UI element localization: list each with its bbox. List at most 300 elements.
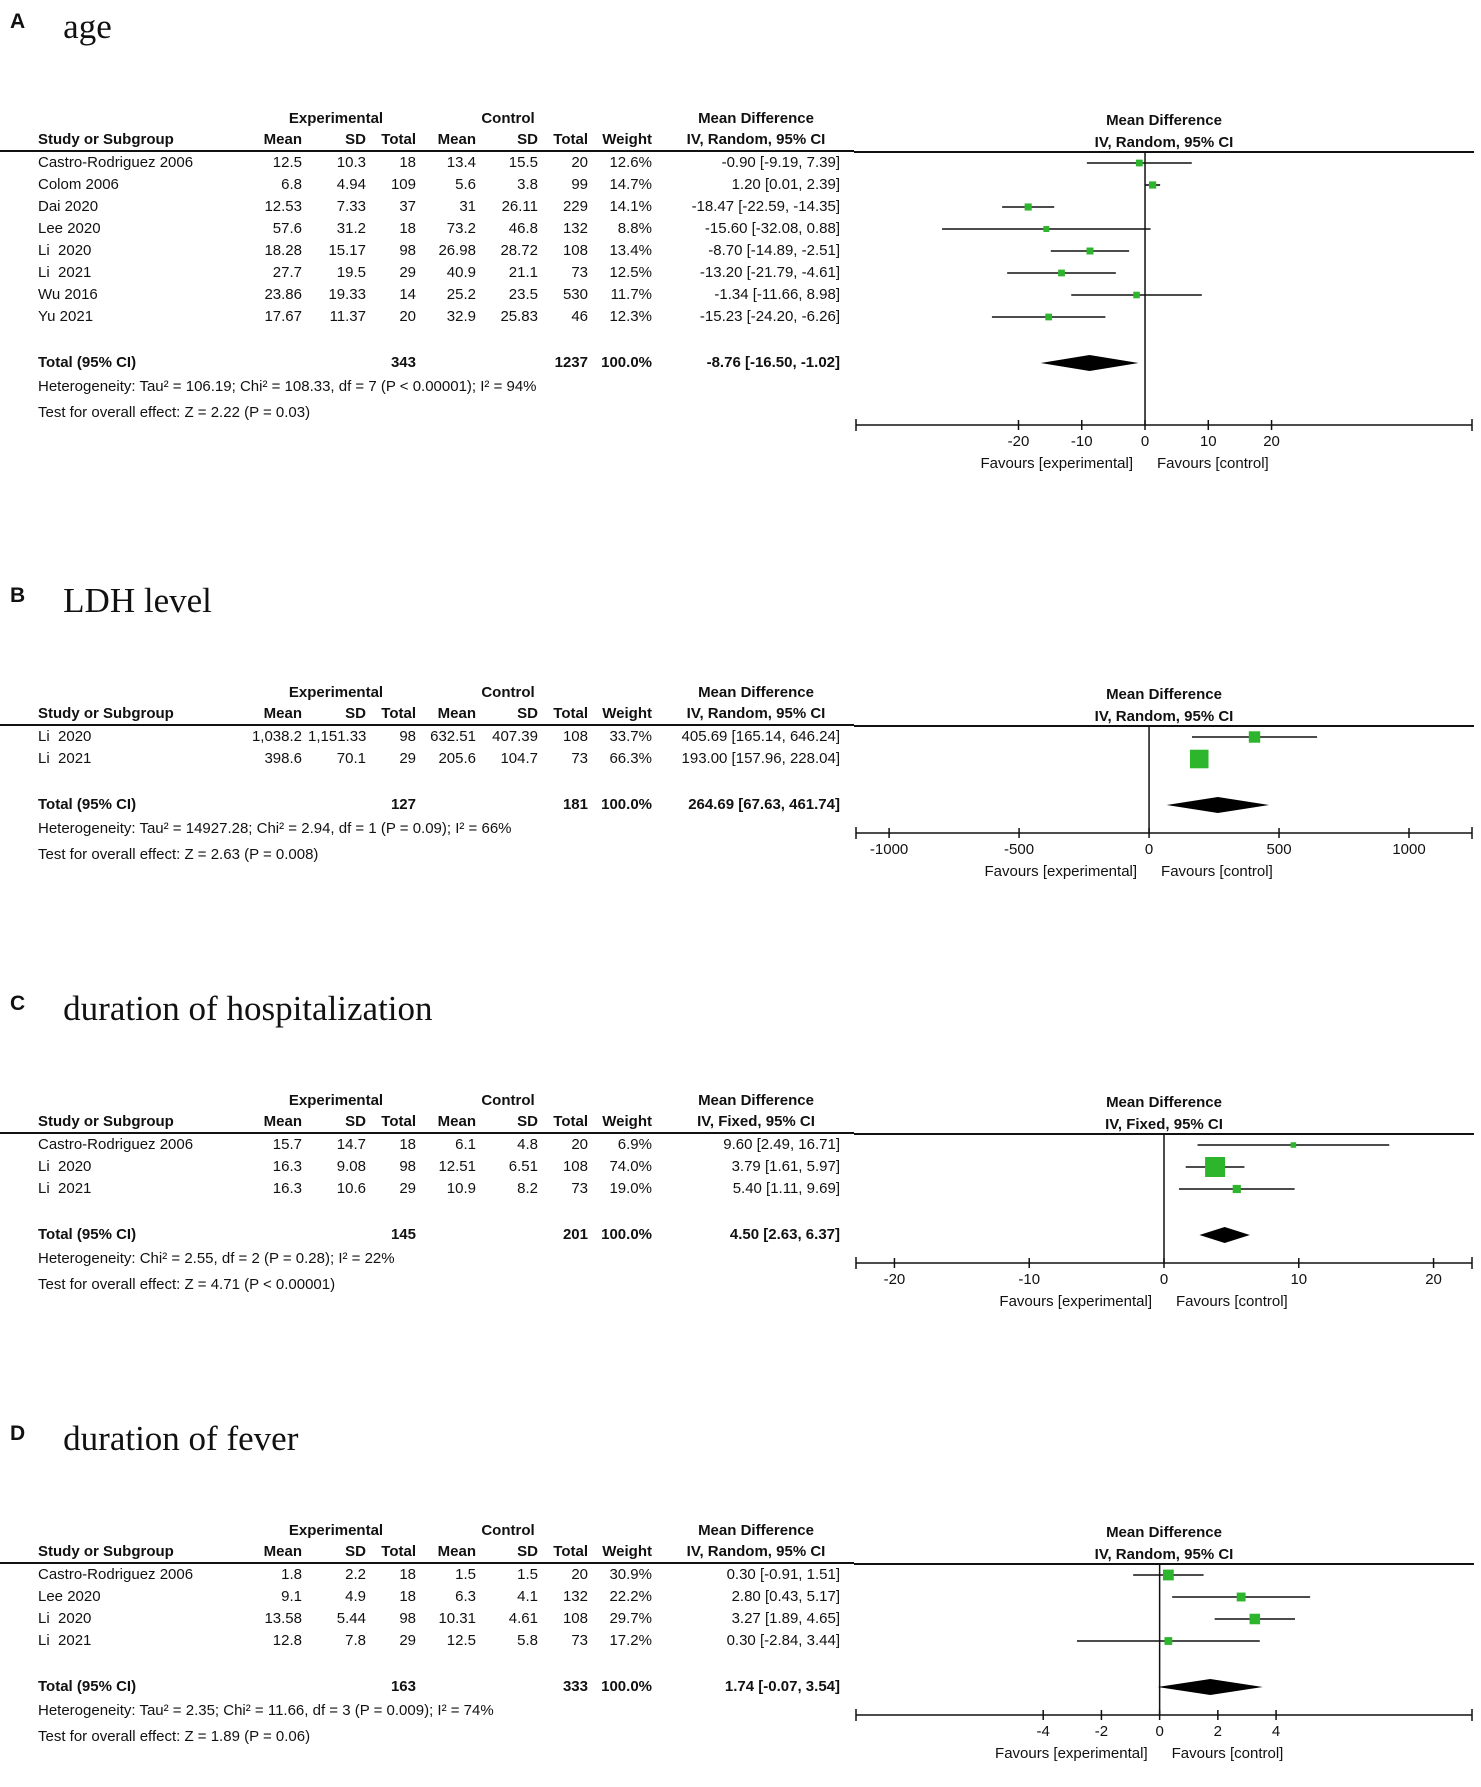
favours-right-label: Favours [control] [1157, 455, 1269, 472]
favours-left-label: Favours [experimental] [995, 1745, 1148, 1762]
total-ctl-n: 201 [562, 1226, 588, 1243]
total-weight: 100.0% [601, 796, 652, 813]
axis-tick-label: 10 [1290, 1271, 1308, 1288]
plot-effect-subtitle: IV, Random, 95% CI [1094, 1546, 1234, 1563]
study-row [0, 152, 854, 174]
axis-tick-label: -4 [1036, 1723, 1050, 1740]
effect-ci-text: 2.80 [0.43, 5.17] [731, 1588, 840, 1605]
weight: 22.2% [609, 1588, 652, 1605]
ctl-total: 20 [571, 1566, 588, 1583]
study-row [0, 726, 854, 748]
exp-total: 29 [399, 264, 416, 281]
effect-square [1163, 1570, 1174, 1581]
group-control-label: Control [481, 110, 535, 127]
ctl-mean: 5.6 [455, 176, 476, 193]
study-row [0, 306, 854, 328]
spacer [594, 1520, 658, 1542]
heterogeneity-note [0, 1246, 854, 1272]
ctl-mean: 12.51 [438, 1158, 476, 1175]
effect-square [1043, 226, 1049, 232]
exp-mean: 23.86 [264, 286, 302, 303]
ctl-sd: 15.5 [508, 154, 538, 171]
axis-tick-label: -2 [1094, 1723, 1109, 1740]
panel-b [0, 582, 1481, 895]
ctl-mean: 73.2 [446, 220, 476, 237]
exp-mean: 13.58 [264, 1610, 302, 1627]
spacer [482, 1676, 544, 1698]
exp-total: 98 [399, 242, 416, 259]
ctl-sd: 21.1 [508, 264, 538, 281]
axis-tick-label: 0 [1144, 841, 1154, 858]
panel-b-title-block [0, 582, 1481, 646]
favours-right-label: Favours [control] [1171, 1745, 1284, 1762]
panel-d-title-block [0, 1420, 1481, 1484]
panel-a-forest [0, 108, 1481, 487]
ctl-sd: 104.7 [500, 750, 538, 767]
col-exp-mean: Mean [263, 705, 302, 722]
col-effect-ci: IV, Random, 95% CI [686, 131, 826, 148]
forest-plot [854, 1090, 1474, 1320]
weight: 6.9% [617, 1136, 652, 1153]
effect-square [1249, 731, 1260, 742]
effect-square [1233, 1185, 1241, 1193]
panel-c-table [0, 1090, 854, 1298]
panel-a-title-block [0, 8, 1481, 72]
exp-total: 18 [399, 1588, 416, 1605]
study-row [0, 1156, 854, 1178]
effect-ci-text: 3.27 [1.89, 4.65] [731, 1610, 840, 1627]
ctl-mean: 10.31 [438, 1610, 476, 1627]
group-header-row [0, 682, 854, 704]
ctl-sd: 6.51 [508, 1158, 538, 1175]
axis-tick-label: -10 [1018, 1271, 1041, 1288]
exp-mean: 27.7 [272, 264, 302, 281]
group-experimental-label: Experimental [288, 1522, 384, 1539]
study-row [0, 1564, 854, 1586]
exp-total: 20 [399, 308, 416, 325]
weight: 13.4% [609, 242, 652, 259]
heterogeneity-text: Heterogeneity: Tau² = 2.35; Chi² = 11.66, df = 3 (P = 0.009); I² = 74% [38, 1702, 494, 1719]
col-weight: Weight [602, 131, 652, 148]
col-effect-ci: IV, Random, 95% CI [686, 1543, 826, 1560]
spacer [250, 794, 308, 816]
effect-ci-text: -13.20 [-21.79, -4.61] [699, 264, 840, 281]
effect-ci-text: -1.34 [-11.66, 8.98] [714, 286, 840, 303]
favours-left-label: Favours [experimental] [984, 863, 1138, 880]
effect-square [1087, 248, 1094, 255]
total-diamond [1167, 797, 1269, 813]
spacer [0, 108, 250, 130]
effect-square [1045, 314, 1052, 321]
col-study: Study or Subgroup [38, 1113, 174, 1130]
study-name: Li 2021 [38, 264, 92, 281]
weight: 19.0% [609, 1180, 652, 1197]
favours-left-label: Favours [experimental] [999, 1293, 1152, 1310]
heterogeneity-text: Heterogeneity: Chi² = 2.55, df = 2 (P = 0.28); I² = 22% [38, 1250, 395, 1267]
effect-title: Mean Difference [698, 684, 814, 701]
plot-effect-subtitle: IV, Fixed, 95% CI [1105, 1116, 1223, 1133]
exp-mean: 12.5 [272, 154, 302, 171]
study-name: Wu 2016 [38, 286, 98, 303]
group-control-label: Control [481, 1092, 535, 1109]
exp-mean: 15.7 [272, 1136, 302, 1153]
exp-mean: 16.3 [272, 1180, 302, 1197]
ctl-total: 46 [571, 308, 588, 325]
total-diamond [1158, 1679, 1263, 1695]
exp-sd: 70.1 [336, 750, 366, 767]
weight: 12.5% [609, 264, 652, 281]
total-ctl-n: 181 [562, 796, 588, 813]
panel-d-plot-area [854, 1520, 1474, 1777]
ctl-sd: 46.8 [508, 220, 538, 237]
exp-total: 29 [399, 1180, 416, 1197]
axis-tick-label: -20 [1007, 433, 1030, 450]
study-row [0, 1178, 854, 1200]
column-header-row [0, 130, 854, 152]
total-label: Total (95% CI) [38, 354, 137, 371]
ctl-total: 73 [571, 264, 588, 281]
total-exp-n: 127 [390, 796, 416, 813]
spacer [422, 352, 482, 374]
total-ctl-n: 333 [562, 1678, 588, 1695]
weight: 8.8% [617, 220, 652, 237]
total-ci-text: -8.76 [-16.50, -1.02] [706, 354, 840, 371]
axis-tick-label: 500 [1266, 841, 1292, 858]
spacer [482, 1224, 544, 1246]
ctl-mean: 25.2 [446, 286, 476, 303]
weight: 14.7% [609, 176, 652, 193]
total-weight: 100.0% [601, 1678, 652, 1695]
group-header-row [0, 1090, 854, 1112]
spacer [308, 352, 372, 374]
panel-d [0, 1420, 1481, 1777]
exp-total: 18 [399, 1136, 416, 1153]
ctl-mean: 26.98 [438, 242, 476, 259]
col-ctl-total: Total [553, 705, 588, 722]
weight: 33.7% [609, 728, 652, 745]
ctl-total: 73 [571, 1632, 588, 1649]
col-ctl-total: Total [553, 131, 588, 148]
group-header-row [0, 108, 854, 130]
total-label: Total (95% CI) [38, 1678, 137, 1695]
spacer [482, 794, 544, 816]
study-row [0, 1630, 854, 1652]
spacer [594, 1090, 658, 1112]
study-row [0, 240, 854, 262]
exp-mean: 16.3 [272, 1158, 302, 1175]
overall-effect-note [0, 842, 854, 868]
total-label: Total (95% CI) [38, 796, 137, 813]
overall-effect-text: Test for overall effect: Z = 2.22 (P = 0.03) [38, 404, 311, 421]
group-experimental-label: Experimental [288, 110, 384, 127]
weight: 30.9% [609, 1566, 652, 1583]
group-experimental-label: Experimental [288, 684, 384, 701]
ctl-sd: 4.1 [517, 1588, 538, 1605]
study-rows [0, 1134, 854, 1200]
effect-ci-text: -18.47 [-22.59, -14.35] [691, 198, 840, 215]
column-header-row [0, 704, 854, 726]
spacer [482, 352, 544, 374]
col-exp-total: Total [381, 1543, 416, 1560]
effect-ci-text: 3.79 [1.61, 5.97] [731, 1158, 840, 1175]
col-exp-mean: Mean [263, 1543, 302, 1560]
col-study: Study or Subgroup [38, 131, 174, 148]
overall-effect-note [0, 400, 854, 426]
axis-tick-label: 2 [1213, 1723, 1223, 1740]
spacer [594, 108, 658, 130]
ctl-sd: 1.5 [517, 1566, 538, 1583]
exp-mean: 9.1 [281, 1588, 302, 1605]
exp-total: 98 [399, 1610, 416, 1627]
col-exp-mean: Mean [263, 1113, 302, 1130]
col-ctl-sd: SD [517, 131, 538, 148]
ctl-total: 73 [571, 750, 588, 767]
ctl-mean: 1.5 [455, 1566, 476, 1583]
exp-sd: 14.7 [336, 1136, 366, 1153]
total-ci-text: 4.50 [2.63, 6.37] [729, 1226, 840, 1243]
col-effect-ci: IV, Fixed, 95% CI [697, 1113, 815, 1130]
effect-ci-text: -0.90 [-9.19, 7.39] [721, 154, 840, 171]
favours-right-label: Favours [control] [1161, 863, 1273, 880]
exp-total: 29 [399, 750, 416, 767]
exp-sd: 9.08 [336, 1158, 366, 1175]
panel-letter: A [10, 10, 26, 33]
panel-a [0, 8, 1481, 487]
study-name: Castro-Rodriguez 2006 [38, 1136, 194, 1153]
favours-left-label: Favours [experimental] [980, 455, 1134, 472]
spacer [0, 1652, 854, 1676]
study-name: Li 2021 [38, 1180, 92, 1197]
exp-total: 37 [399, 198, 416, 215]
effect-ci-text: 193.00 [157.96, 228.04] [681, 750, 840, 767]
total-weight: 100.0% [601, 354, 652, 371]
overall-effect-text: Test for overall effect: Z = 4.71 (P < 0.00001) [38, 1276, 336, 1293]
ctl-mean: 6.1 [455, 1136, 476, 1153]
study-rows [0, 1564, 854, 1652]
exp-mean: 18.28 [264, 242, 302, 259]
study-name: Li 2021 [38, 750, 92, 767]
ctl-mean: 32.9 [446, 308, 476, 325]
effect-square [1149, 181, 1156, 188]
panel-c [0, 990, 1481, 1325]
col-ctl-mean: Mean [437, 1113, 476, 1130]
effect-square [1025, 203, 1032, 210]
ctl-total: 108 [562, 242, 588, 259]
exp-total: 98 [399, 728, 416, 745]
spacer [0, 1090, 250, 1112]
study-name: Li 2021 [38, 1632, 92, 1649]
ctl-sd: 8.2 [517, 1180, 538, 1197]
study-name: Yu 2021 [38, 308, 94, 325]
col-ctl-sd: SD [517, 1113, 538, 1130]
spacer [0, 1520, 250, 1542]
study-row [0, 1608, 854, 1630]
exp-sd: 4.9 [345, 1588, 366, 1605]
favours-right-label: Favours [control] [1176, 1293, 1288, 1310]
effect-square [1058, 270, 1065, 277]
study-name: Li 2020 [38, 242, 92, 259]
axis-tick-label: -1000 [869, 841, 909, 858]
exp-total: 98 [399, 1158, 416, 1175]
effect-title: Mean Difference [698, 110, 814, 127]
forest-plot [854, 1520, 1474, 1772]
study-rows [0, 726, 854, 770]
heterogeneity-note [0, 1698, 854, 1724]
spacer [0, 682, 250, 704]
exp-sd: 7.33 [336, 198, 366, 215]
heterogeneity-note [0, 374, 854, 400]
effect-square [1237, 1593, 1246, 1602]
ctl-sd: 5.8 [517, 1632, 538, 1649]
forest-plot [854, 108, 1474, 482]
col-exp-total: Total [381, 1113, 416, 1130]
overall-effect-text: Test for overall effect: Z = 1.89 (P = 0.06) [38, 1728, 311, 1745]
panel-d-table [0, 1520, 854, 1750]
panel-letter: B [10, 584, 26, 607]
plot-effect-subtitle: IV, Random, 95% CI [1094, 134, 1234, 151]
group-control-label: Control [481, 684, 535, 701]
ctl-mean: 6.3 [455, 1588, 476, 1605]
ctl-sd: 3.8 [517, 176, 538, 193]
effect-title: Mean Difference [698, 1092, 814, 1109]
plot-effect-title: Mean Difference [1106, 112, 1222, 129]
study-row [0, 1586, 854, 1608]
exp-mean: 1.8 [281, 1566, 302, 1583]
study-name: Dai 2020 [38, 198, 99, 215]
panel-a-plot-area [854, 108, 1474, 487]
col-exp-total: Total [381, 705, 416, 722]
spacer [308, 1676, 372, 1698]
col-effect-ci: IV, Random, 95% CI [686, 705, 826, 722]
ctl-mean: 12.5 [446, 1632, 476, 1649]
exp-total: 29 [399, 1632, 416, 1649]
col-exp-sd: SD [345, 705, 366, 722]
panel-c-forest [0, 1090, 1481, 1325]
study-name: Lee 2020 [38, 220, 101, 237]
forest-plot [854, 682, 1474, 890]
total-weight: 100.0% [601, 1226, 652, 1243]
spacer [0, 1200, 854, 1224]
panel-letter: C [10, 992, 26, 1015]
panel-c-plot-area [854, 1090, 1474, 1325]
study-name: Castro-Rodriguez 2006 [38, 154, 194, 171]
effect-ci-text: -15.60 [-32.08, 0.88] [704, 220, 840, 237]
ctl-total: 530 [562, 286, 588, 303]
ctl-sd: 23.5 [508, 286, 538, 303]
total-diamond [1041, 355, 1139, 371]
exp-sd: 11.37 [329, 308, 366, 325]
weight: 66.3% [609, 750, 652, 767]
effect-square [1291, 1142, 1297, 1148]
heterogeneity-note [0, 816, 854, 842]
spacer [422, 1676, 482, 1698]
axis-tick-label: 10 [1199, 433, 1217, 450]
col-ctl-total: Total [553, 1113, 588, 1130]
axis-tick-label: -10 [1070, 433, 1093, 450]
ctl-total: 132 [562, 220, 588, 237]
exp-sd: 10.3 [336, 154, 366, 171]
axis-tick-label: 1000 [1392, 841, 1426, 858]
panel-letter: D [10, 1422, 26, 1445]
exp-mean: 12.8 [272, 1632, 302, 1649]
col-exp-mean: Mean [263, 131, 302, 148]
spacer [422, 1224, 482, 1246]
exp-mean: 12.53 [264, 198, 302, 215]
ctl-total: 20 [571, 154, 588, 171]
spacer [308, 794, 372, 816]
panel-a-table [0, 108, 854, 426]
total-row [0, 352, 854, 374]
ctl-total: 132 [562, 1588, 588, 1605]
group-control-label: Control [481, 1522, 535, 1539]
plot-effect-title: Mean Difference [1106, 1524, 1222, 1541]
axis-tick-label: -20 [883, 1271, 906, 1288]
exp-sd: 5.44 [336, 1610, 366, 1627]
study-row [0, 218, 854, 240]
panel-title: duration of hospitalization [63, 989, 433, 1028]
heterogeneity-text: Heterogeneity: Tau² = 14927.28; Chi² = 2.94, df = 1 (P = 0.09); I² = 66% [38, 820, 512, 837]
total-exp-n: 343 [390, 354, 416, 371]
total-exp-n: 163 [390, 1678, 416, 1695]
exp-mean: 6.8 [281, 176, 302, 193]
col-weight: Weight [602, 1543, 652, 1560]
total-row [0, 1676, 854, 1698]
total-exp-n: 145 [390, 1226, 416, 1243]
panel-title: age [63, 7, 112, 46]
ctl-mean: 13.4 [446, 154, 476, 171]
ctl-total: 99 [571, 176, 588, 193]
ctl-mean: 31 [459, 198, 476, 215]
study-rows [0, 152, 854, 328]
weight: 17.2% [609, 1632, 652, 1649]
panel-b-table [0, 682, 854, 868]
col-ctl-sd: SD [517, 1543, 538, 1560]
effect-ci-text: -15.23 [-24.20, -6.26] [699, 308, 840, 325]
total-row [0, 1224, 854, 1246]
ctl-total: 108 [562, 1610, 588, 1627]
exp-total: 14 [399, 286, 416, 303]
effect-square [1190, 750, 1209, 769]
exp-mean: 57.6 [272, 220, 302, 237]
study-row [0, 262, 854, 284]
effect-square [1205, 1157, 1225, 1177]
exp-sd: 19.5 [336, 264, 366, 281]
ctl-sd: 4.61 [508, 1610, 538, 1627]
spacer [308, 1224, 372, 1246]
ctl-mean: 10.9 [446, 1180, 476, 1197]
effect-ci-text: 0.30 [-2.84, 3.44] [726, 1632, 840, 1649]
panel-d-forest [0, 1520, 1481, 1777]
col-exp-sd: SD [345, 1113, 366, 1130]
study-name: Li 2020 [38, 1610, 92, 1627]
exp-mean: 17.67 [264, 308, 302, 325]
col-weight: Weight [602, 1113, 652, 1130]
exp-mean: 398.6 [264, 750, 302, 767]
spacer [250, 352, 308, 374]
weight: 12.6% [609, 154, 652, 171]
spacer [0, 770, 854, 794]
ctl-total: 229 [562, 198, 588, 215]
col-exp-sd: SD [345, 1543, 366, 1560]
effect-square [1133, 292, 1140, 299]
axis-tick-label: 20 [1425, 1271, 1442, 1288]
spacer [594, 682, 658, 704]
ctl-sd: 28.72 [500, 242, 538, 259]
exp-sd: 4.94 [336, 176, 366, 193]
effect-square [1164, 1637, 1172, 1645]
effect-ci-text: 9.60 [2.49, 16.71] [723, 1136, 840, 1153]
plot-effect-title: Mean Difference [1106, 686, 1222, 703]
